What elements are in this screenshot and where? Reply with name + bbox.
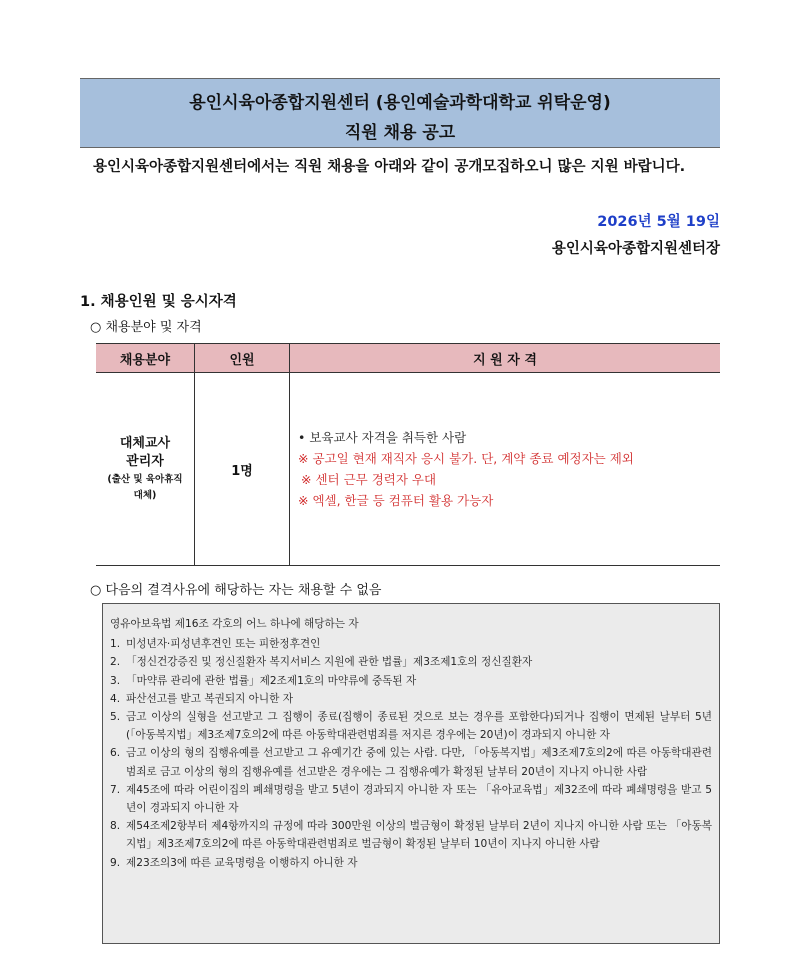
list-item-text: 「정신건강증진 및 정신질환자 복지서비스 지원에 관한 법률」제3조제1호의 정신질환자 <box>126 656 533 669</box>
list-item <box>110 781 712 817</box>
table-row <box>96 373 720 566</box>
list-item <box>110 817 712 853</box>
list-item-text: 금고 이상의 실형을 선고받고 그 집행이 종료(집행이 종료된 것으로 보는 경우를 포함한다)되거나 집행이 면제된 날부터 5년(「아동복지법」제3조제7호의2에 따른 아동학대관련범죄를 저지른 경우에는 20년)이 경과되지 아니한 자 <box>126 711 712 742</box>
list-item-text: 제23조의3에 따른 교육명령을 이행하지 아니한 자 <box>126 856 358 869</box>
list-item-number: 1. <box>110 638 121 651</box>
field-note-line1: (출산 및 육아휴직 <box>107 474 183 485</box>
list-item-text: 파산선고를 받고 복권되지 아니한 자 <box>126 692 293 705</box>
list-item-number: 2. <box>110 656 121 669</box>
notice-title-banner <box>80 78 720 148</box>
qualification-note: ※ 센터 근무 경력자 우대 <box>301 472 437 487</box>
notice-signer: 용인시육아종합지원센터장 <box>551 241 720 257</box>
header-qualifications: 지 원 자 격 <box>290 344 721 373</box>
list-item-number: 6. <box>110 747 121 760</box>
headcount-cell: 1명 <box>195 373 290 566</box>
qualification-note: ※ 공고일 현재 재직자 응시 불가. 단, 계약 종료 예정자는 제외 <box>298 451 634 466</box>
notice-title: 용인시육아종합지원센터 (용인예술과학대학교 위탁운영) <box>189 93 611 113</box>
disqualification-box <box>102 603 720 944</box>
field-name-line2: 관리자 <box>126 454 164 469</box>
disqualification-intro: 영유아보육법 제16조 각호의 어느 하나에 해당하는 자 <box>110 618 359 630</box>
list-item-number: 7. <box>110 783 121 796</box>
field-name-line1: 대체교사 <box>119 436 171 451</box>
list-item-text: 미성년자·피성년후견인 또는 피한정후견인 <box>126 638 321 651</box>
list-item <box>110 744 712 780</box>
list-item-text: 금고 이상의 형의 집행유예를 선고받고 그 유예기간 중에 있는 사람. 다만, 「아동복지법」제3조제7호의2에 따른 아동학대관련범죄로 금고 이상의 형의 집행유예를 선고받은 경우에는 그 집행유예가 확정된 날부터 20년이 지나지 아니한 사람 <box>126 747 712 778</box>
list-item-number: 5. <box>110 711 121 724</box>
list-item-number: 3. <box>110 674 121 687</box>
table-header-row <box>96 344 720 373</box>
list-item <box>110 653 712 671</box>
list-item-number: 4. <box>110 692 121 705</box>
header-field: 채용분야 <box>96 344 195 373</box>
field-cell <box>96 373 195 566</box>
qualifications-cell <box>290 373 721 566</box>
recruitment-table <box>96 343 720 566</box>
list-item-text: 「마약류 관리에 관한 법률」제2조제1호의 마약류에 중독된 자 <box>126 674 417 687</box>
qualification-note: ※ 엑셀, 한글 등 컴퓨터 활용 가능자 <box>298 493 494 508</box>
list-item-number: 8. <box>110 820 121 833</box>
subheading-field-qualifications: ○ 채용분야 및 자격 <box>90 320 202 335</box>
qualification-item: • 보육교사 자격을 취득한 사람 <box>298 430 467 445</box>
list-item-text: 제45조에 따라 어린이집의 폐쇄명령을 받고 5년이 경과되지 아니한 자 또는 「유아교육법」제32조에 따라 폐쇄명령을 받고 5년이 경과되지 아니한 자 <box>126 783 712 815</box>
notice-subtitle: 직원 채용 공고 <box>344 123 456 143</box>
list-item-text: 제54조제2항부터 제4항까지의 규정에 따라 300만원 이상의 벌금형이 확정된 날부터 2년이 지나지 아니한 사람 또는 「아동복지법」제3조제7호의2에 따른 아동학대관련범죄로 벌금형이 확정된 날부터 10년이 지나지 아니한 사람 <box>126 820 712 851</box>
intro-paragraph: 용인시육아종합지원센터에서는 직원 채용을 아래와 같이 공개모집하오니 많은 지원 바랍니다. <box>93 159 686 175</box>
list-item <box>110 672 712 690</box>
section-heading-recruitment: 1. 채용인원 및 응시자격 <box>80 294 237 310</box>
list-item <box>110 708 712 744</box>
list-item <box>110 690 712 708</box>
subheading-disqualifications: ○ 다음의 결격사유에 해당하는 자는 채용할 수 없음 <box>90 583 382 598</box>
notice-date: 2026년 5월 19일 <box>597 214 720 230</box>
field-note-line2: 대체) <box>133 490 157 501</box>
list-item <box>110 854 712 872</box>
list-item-number: 9. <box>110 856 121 869</box>
list-item <box>110 635 712 653</box>
header-count: 인원 <box>195 344 290 373</box>
